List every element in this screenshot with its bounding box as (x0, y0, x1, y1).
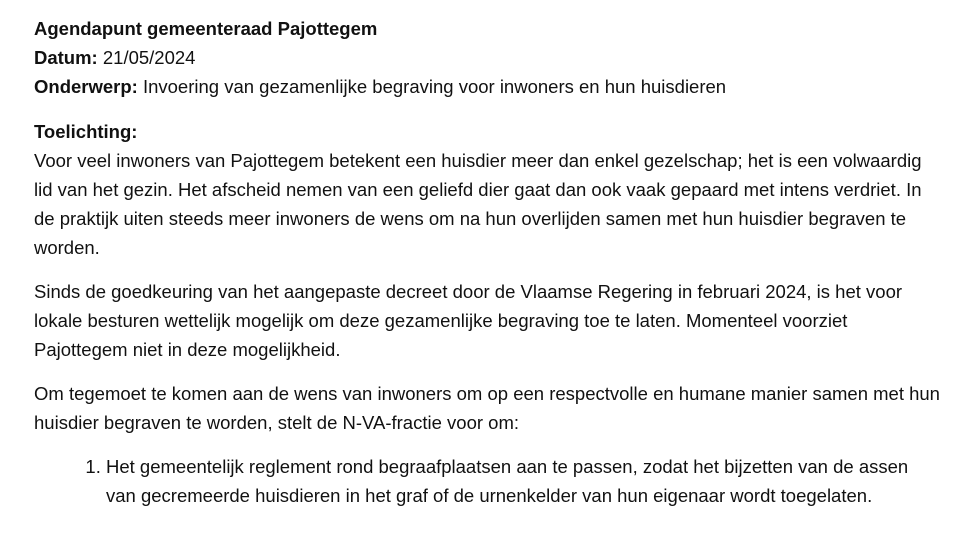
document-title: Agendapunt gemeenteraad Pajottegem (34, 18, 378, 39)
date-line (34, 43, 941, 72)
date-value: 21/05/2024 (102, 47, 196, 68)
proposal-list (34, 452, 941, 510)
date-label: Datum: (34, 47, 98, 68)
subject-label: Onderwerp: (34, 76, 138, 97)
subject-line (34, 72, 941, 101)
explanation-paragraph-2: Sinds de goedkeuring van het aangepaste decreet door de Vlaamse Regering in februari 2024, is het voor lokale besturen wettelijk mogelijk om deze gezamenlijke begraving toe te laten. Momenteel voorziet Pajottegem niet in deze mogelijkheid. (34, 281, 903, 360)
explanation-paragraph-1: Voor veel inwoners van Pajottegem betekent een huisdier meer dan enkel gezelschap; het is een volwaardig lid van het gezin. Het afscheid nemen van een geliefd dier gaat dan ook vaak gepaard met intens verdriet. In de praktijk uiten steeds meer inwoners de wens om na hun overlijden samen met hun huisdier begraven te worden. (34, 150, 922, 258)
proposal-item-1: 1. Het gemeentelijk reglement rond begraafplaatsen aan te passen, zodat het bijzetten van de assen van gecremeerde huisdieren in het graf of de urnenkelder van hun eigenaar wordt toegelaten. (106, 452, 941, 510)
explanation-paragraph-3: Om tegemoet te komen aan de wens van inwoners om op een respectvolle en humane manier samen met hun huisdier begraven te worden, stelt de N-VA-fractie voor om: (34, 383, 940, 433)
subject-value: Invoering van gezamenlijke begraving voor inwoners en hun huisdieren (142, 76, 727, 97)
explanation-heading: Toelichting: (34, 121, 138, 142)
